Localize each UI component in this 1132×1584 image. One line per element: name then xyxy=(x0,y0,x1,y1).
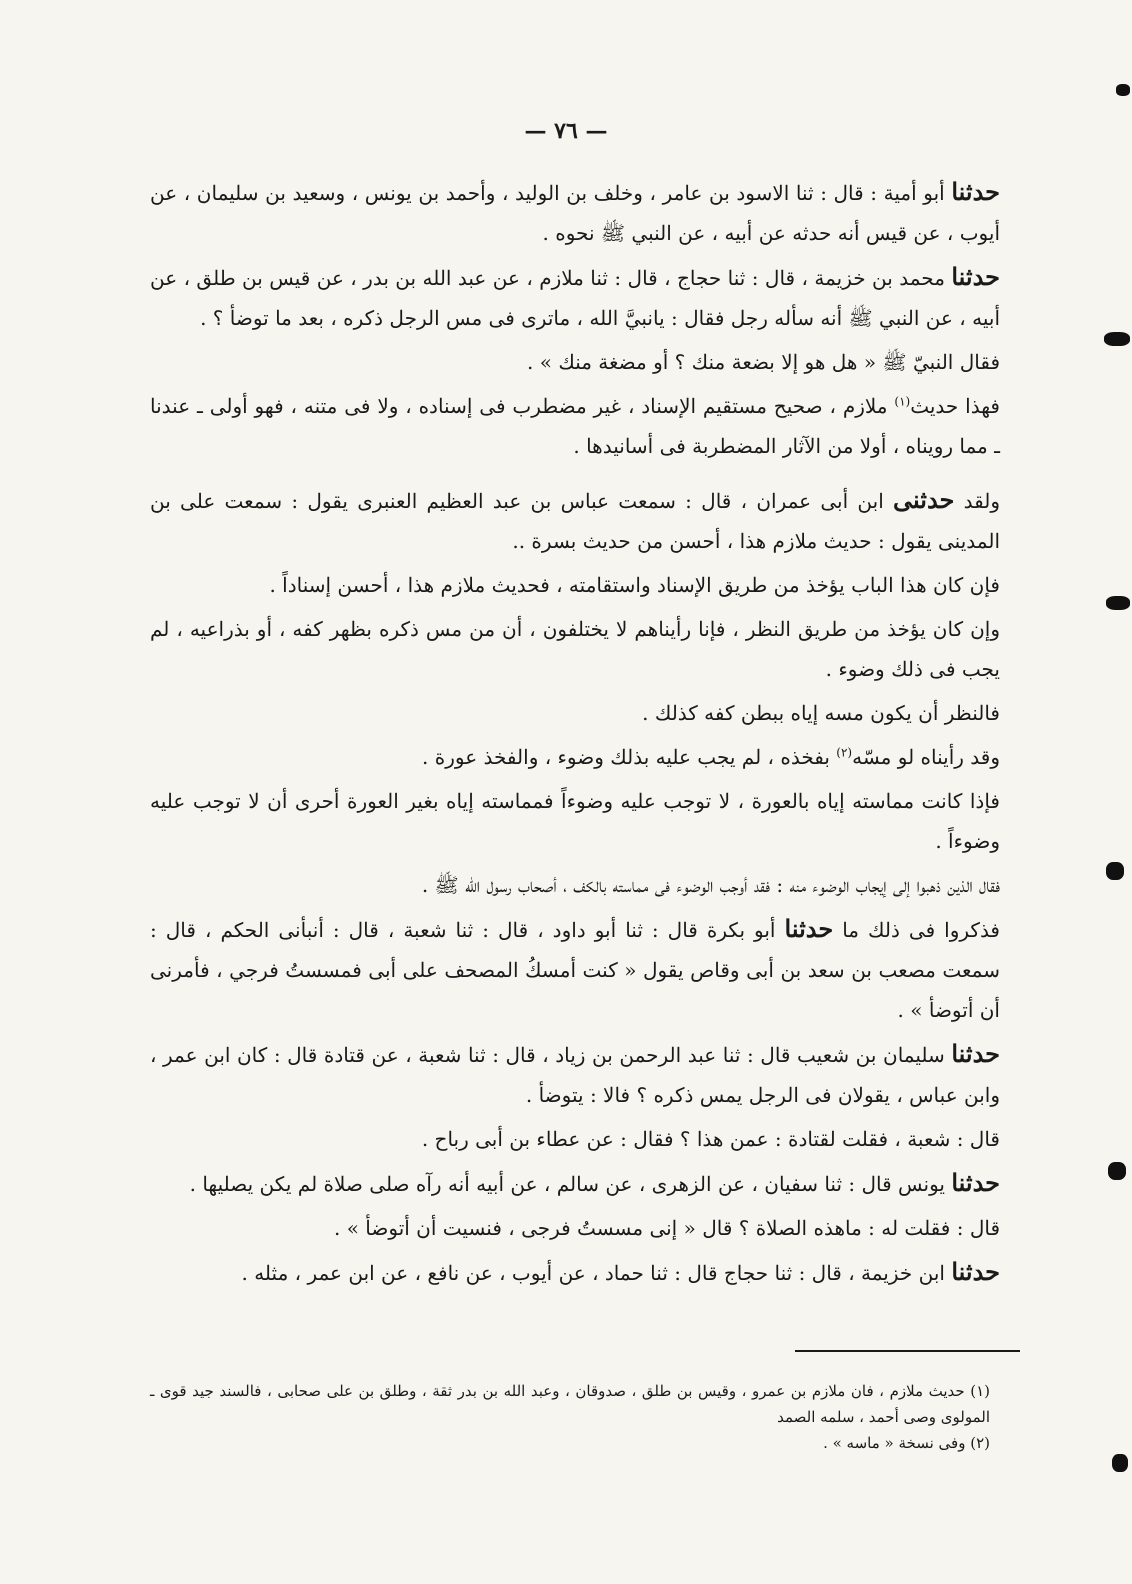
paragraph-12: فذكروا فى ذلك ما حدثنا أبو بكرة قال : ثنا أبو داود ، قال : ثنا شعبة ، قال : أنبأنى الحكم ، قال : سمعت مصعب بن سعد بن أبى وقاص يقول « كنت أمسكُ المصحف على أبى فمسستُ فرجي ، فأمرنى أن أتوضأ » . xyxy=(150,914,1000,1022)
footnote-2: (٢) وفى نسخة « ماسه » . xyxy=(823,1434,990,1452)
paragraph-7: وإن كان يؤخذ من طريق النظر ، فإنا رأيناهم لا يختلفون ، أن من مس ذكره بظهر كفه ، أو بذراعيه ، لم يجب فى ذلك وضوء . xyxy=(150,617,1000,681)
binding-mark xyxy=(1108,1162,1126,1180)
haddathana-lead: حدثنا xyxy=(951,1257,1000,1286)
binding-mark xyxy=(1106,596,1130,610)
binding-mark xyxy=(1106,862,1124,880)
haddathana-lead: حدثنا xyxy=(951,262,1000,291)
paragraph-14: قال : شعبة ، فقلت لقتادة : عمن هذا ؟ فقال : عن عطاء بن أبى رباح . xyxy=(421,1127,1000,1151)
haddathana-lead: حدثنا xyxy=(951,177,1000,206)
footnote-1: (١) حديث ملازم ، فان ملازم بن عمرو ، وقيس بن طلق ، صدوقان ، وعبد الله بن بدر ثقة ، وطلق بن على صحابى ، فالسند جيد قوى ـ المولوى وصى أحمد ، سلمه الصمد xyxy=(150,1382,990,1426)
footnote-divider xyxy=(795,1350,1020,1352)
paragraph-17: حدثنا ابن خزيمة ، قال : ثنا حجاج قال : ثنا حماد ، عن أيوب ، عن نافع ، عن ابن عمر ، مثله . xyxy=(241,1257,1000,1286)
footnote-ref: (١) xyxy=(894,394,911,409)
paragraph-13: حدثنا سليمان بن شعيب قال : ثنا عبد الرحمن بن زياد ، قال : ثنا شعبة ، عن قتادة قال : كان ابن عمر ، وابن عباس ، يقولان فى الرجل يمس ذكره ؟ فالا : يتوضأ . xyxy=(150,1039,1000,1107)
haddathani-lead: حدثنى xyxy=(893,485,955,514)
paragraph-2: حدثنا محمد بن خزيمة ، قال : ثنا حجاج ، قال : ثنا ملازم ، عن عبد الله بن بدر ، عن قيس بن طلق ، عن أبيه ، عن النبي ﷺ أنه سأله رجل فقال : يانبيَّ الله ، ماترى فى مس الرجل ذكره ، بعد ما توضأ ؟ . xyxy=(150,262,1000,330)
paragraph-10: فإذا كانت مماسته إياه بالعورة ، لا توجب عليه وضوءاً فمماسته إياه بغير العورة أحرى أن لا توجب عليه وضوءاً . xyxy=(150,789,1000,853)
paragraph-4: فهذا حديث$^{(١)}$ ملازم ، صحيح مستقيم الإسناد ، غير مضطرب فى إسناده ، ولا فى متنه ، فهو أولى ـ عندنا ـ مما رويناه ، أولا من الآثار المضطربة فى أسانيدها . xyxy=(150,394,1000,458)
page-number: — ٧٦ — xyxy=(524,118,608,144)
haddathana-lead: حدثنا xyxy=(951,1168,1000,1197)
paragraph-1: حدثنا أبو أمية : قال : ثنا الاسود بن عامر ، وخلف بن الوليد ، وأحمد بن يونس ، وسعيد بن سليمان ، عن أيوب ، عن قيس أنه حدثه عن أبيه ، عن النبي ﷺ نحوه . xyxy=(150,177,1000,245)
paragraph-3: فقال النبيّ ﷺ « هل هو إلا بضعة منك ؟ أو مضغة منك » . xyxy=(527,350,1000,374)
paragraph-5: ولقد حدثنى ابن أبى عمران ، قال : سمعت عباس بن عبد العظيم العنبرى يقول : سمعت على بن المدينى يقول : حديث ملازم هذا ، أحسن من حديث بسرة .. xyxy=(150,485,1000,553)
binding-mark xyxy=(1116,84,1130,96)
paragraph-6: فإن كان هذا الباب يؤخذ من طريق الإسناد واستقامته ، فحديث ملازم هذا ، أحسن إسناداً . xyxy=(269,573,1000,597)
binding-mark xyxy=(1112,1454,1128,1472)
binding-mark xyxy=(1104,332,1130,346)
paragraph-15: حدثنا يونس قال : ثنا سفيان ، عن الزهرى ، عن سالم ، عن أبيه أنه رآه صلى صلاة لم يكن يصليها . xyxy=(189,1168,1000,1197)
footnotes xyxy=(150,1378,990,1456)
footnote-ref: (٢) xyxy=(836,745,853,760)
paragraph-11: فقال الذين ذهبوا إلى إيجاب الوضوء منه : فقد أوجب الوضوء فى مماسته بالكف ، أصحاب رسول الله ﷺ . xyxy=(421,873,1000,897)
haddathana-lead: حدثنا xyxy=(951,1039,1000,1068)
paragraph-8: فالنظر أن يكون مسه إياه ببطن كفه كذلك . xyxy=(642,701,1000,725)
paragraph-16: قال : فقلت له : ماهذه الصلاة ؟ قال « إنى مسستُ فرجى ، فنسيت أن أتوضأ » . xyxy=(333,1216,1000,1240)
haddathana-lead: حدثنا xyxy=(784,914,834,943)
paragraph-9: وقد رأيناه لو مسّه$^{(٢)}$ بفخذه ، لم يجب عليه بذلك وضوء ، والفخذ عورة . xyxy=(422,745,1000,769)
main-text xyxy=(150,172,1000,1297)
